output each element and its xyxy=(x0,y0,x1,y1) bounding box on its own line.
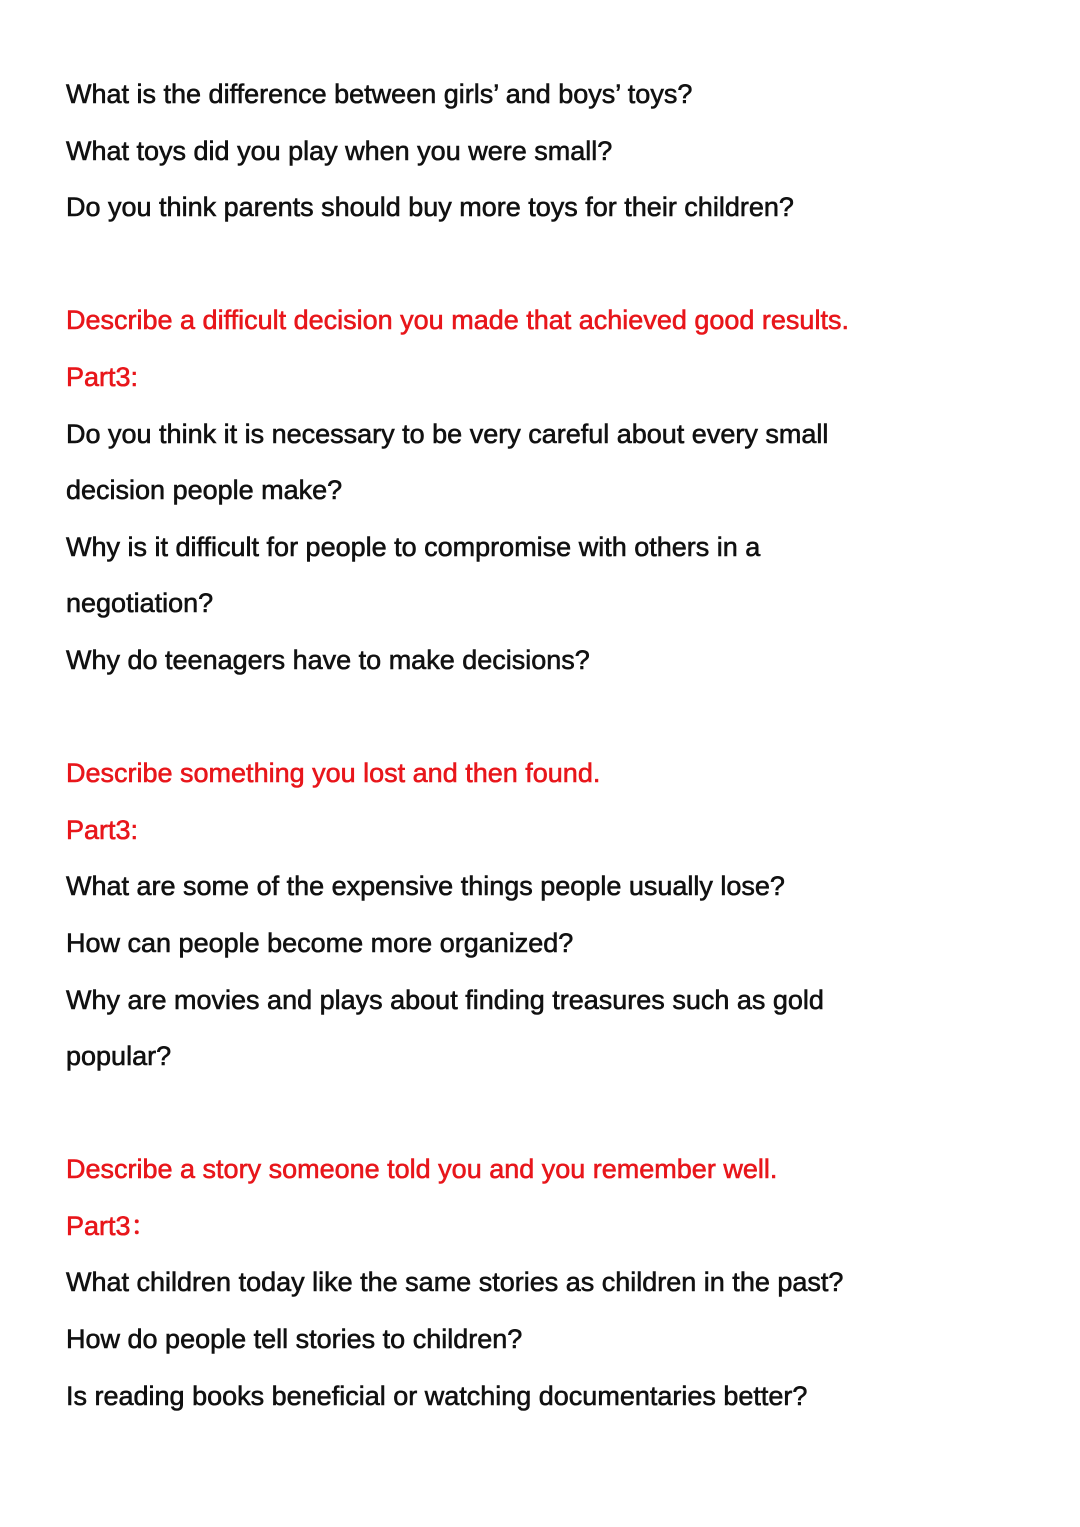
section-spacer xyxy=(66,1085,1026,1142)
intro-question-list xyxy=(66,66,1026,236)
question-line: Why is it difficult for people to compromise with others in a xyxy=(66,531,761,562)
topic-section-decision xyxy=(66,292,1026,688)
topic-title: Describe a story someone told you and you remember well. xyxy=(66,1154,778,1185)
question-line: Is reading books beneficial or watching documentaries better? xyxy=(66,1380,808,1411)
question-line: How can people become more organized? xyxy=(66,927,574,958)
question-line: Do you think it is necessary to be very careful about every small xyxy=(66,418,829,449)
section-spacer xyxy=(66,236,1026,293)
topic-section-story xyxy=(66,1141,1026,1424)
part-label: Part3: xyxy=(66,361,139,392)
question-line: popular? xyxy=(66,1041,172,1072)
part-label: Part3： xyxy=(66,1210,158,1241)
question-line: Why do teenagers have to make decisions? xyxy=(66,644,590,675)
question-line: Why are movies and plays about finding treasures such as gold xyxy=(66,984,824,1015)
topic-title: Describe something you lost and then found. xyxy=(66,758,601,789)
question-line: How do people tell stories to children? xyxy=(66,1324,523,1355)
section-spacer xyxy=(66,689,1026,746)
question-line: decision people make? xyxy=(66,475,343,506)
part-label: Part3: xyxy=(66,814,139,845)
topic-section-lost-found xyxy=(66,745,1026,1085)
question-line: negotiation? xyxy=(66,588,214,619)
question-line: What toys did you play when you were small? xyxy=(66,135,613,166)
document-page xyxy=(66,66,1026,1424)
question-line: What children today like the same stories as children in the past? xyxy=(66,1267,844,1298)
question-line: Do you think parents should buy more toys for their children? xyxy=(66,192,794,223)
question-line: What is the difference between girls’ and boys’ toys? xyxy=(66,79,693,109)
question-line: What are some of the expensive things people usually lose? xyxy=(66,871,785,902)
topic-title: Describe a difficult decision you made that achieved good results. xyxy=(66,305,849,336)
